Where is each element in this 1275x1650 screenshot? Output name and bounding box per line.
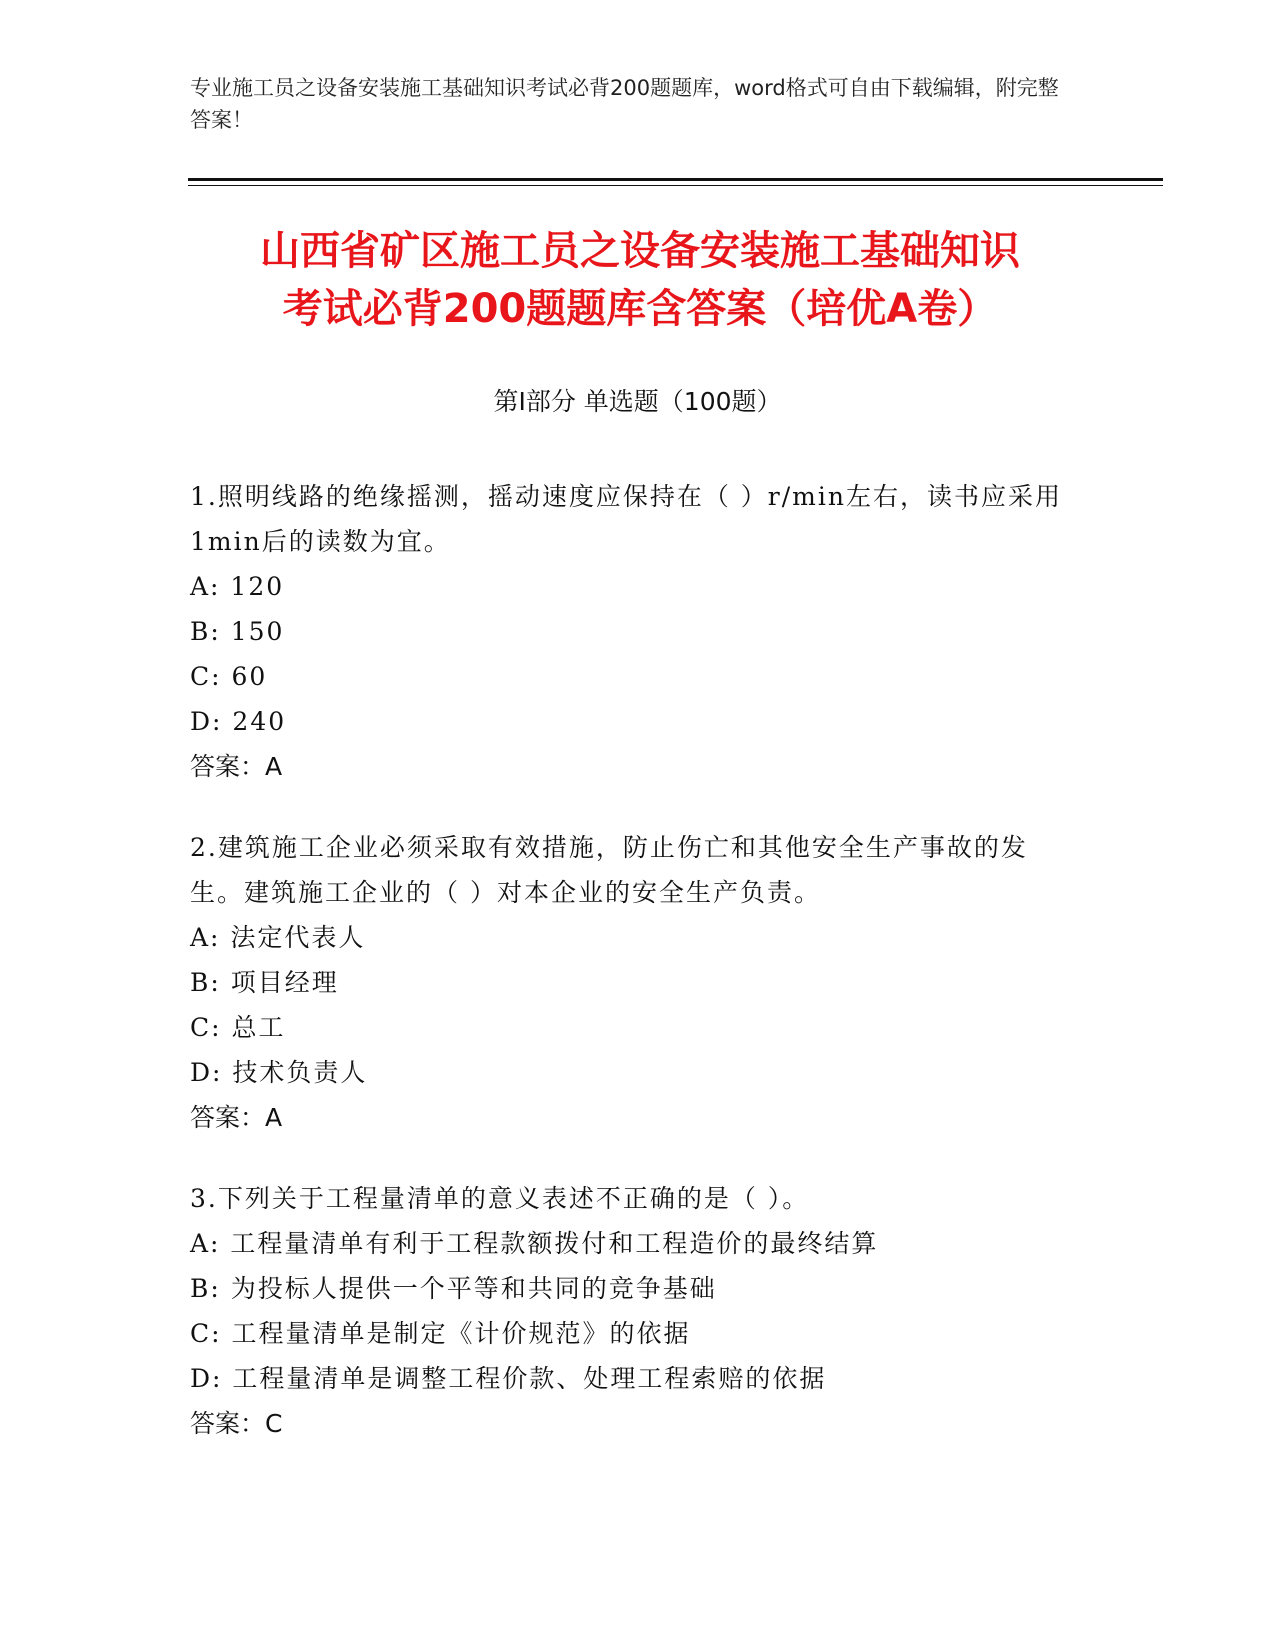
option-c: C: 60 [190,662,268,691]
question-stem: 3.下列关于工程量清单的意义表述不正确的是（ ）。 [190,1184,810,1213]
title-line-2: 考试必背200题题库含答案（培优A卷） [282,286,998,332]
question-2 [190,825,1075,1140]
option-b: B: 150 [190,617,285,646]
answer-line: 答案：C [190,1409,283,1438]
question-3 [190,1176,1075,1446]
document-title [190,222,1090,338]
option-b: B: 为投标人提供一个平等和共同的竞争基础 [190,1274,717,1303]
section-heading: 第Ⅰ部分 单选题（100题） [493,387,782,416]
option-d: D: 技术负责人 [190,1058,368,1087]
option-c: C: 总工 [190,1013,286,1042]
option-d: D: 240 [190,707,287,736]
option-a: A: 120 [190,572,285,601]
option-a: A: 工程量清单有利于工程款额拨付和工程造价的最终结算 [190,1229,879,1258]
question-1 [190,474,1075,789]
answer-line: 答案：A [190,1103,283,1132]
option-a: A: 法定代表人 [190,923,366,952]
answer-line: 答案：A [190,752,283,781]
title-line-1: 山西省矿区施工员之设备安装施工基础知识 [260,228,1020,274]
header-rule-thin [188,185,1163,186]
header-rule-thick [188,178,1163,181]
option-d: D: 工程量清单是调整工程价款、处理工程索赔的依据 [190,1364,827,1393]
question-list [190,474,1075,1482]
question-stem: 2.建筑施工企业必须采取有效措施，防止伤亡和其他安全生产事故的发生。建筑施工企业的（ ）对本企业的安全生产负责。 [190,833,1028,907]
question-stem: 1.照明线路的绝缘摇测，摇动速度应保持在（ ）r/min左右，读书应采用1min后的读数为宜。 [190,482,1062,556]
header-note: 专业施工员之设备安装施工基础知识考试必背200题题库，word格式可自由下载编辑，附完整答案！ [190,76,1059,132]
option-c: C: 工程量清单是制定《计价规范》的依据 [190,1319,691,1348]
option-b: B: 项目经理 [190,968,339,997]
